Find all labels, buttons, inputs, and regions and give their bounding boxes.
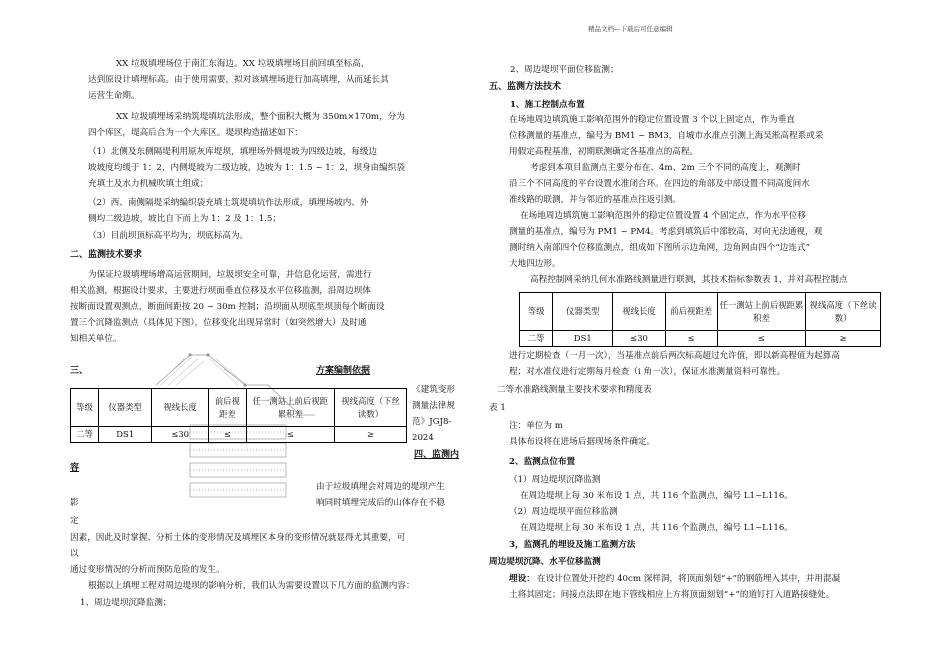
intro-p2-line2: 四个库区，堤高后合为一个大库区。堤坝构造描述如下： [88,128,303,138]
note-layout: 具体布设将在进场后据现场条件确定。 [509,437,656,447]
rtd-cumulative-diff: ≤ [717,331,806,347]
intro-p1-line1: XX 垃圾填埋场位于南汇东海边。XX 垃圾填埋场目前回填至标高， [116,59,370,69]
rth-sight-diff: 前后视距差 [665,293,717,331]
td-grade: 二等 [71,427,99,443]
table-number: 表 1 [489,403,506,413]
p2-line1: 考虑到本项目监测点主要分布在、4m、2m 三个不同的高度上，观测时 [530,163,801,173]
item1-line2: 坡坡度均缓于 1：2，内侧堤坡为二级边坡，边坡为 1：1.5 ~ 1：2，坝身由编织袋 [88,163,405,173]
p3-line1: 在场地周边填筑施工影响范围外的稳定位置设置 4 个固定点，作为水平位移 [520,211,806,221]
rtd-sight-length: ≤30 [613,331,666,347]
intro-p1-line2: 达到原设计填埋标高。由于使用需要，拟对该填埋场进行加高填埋，从而延长其 [88,75,389,85]
burial-line2: 土将其固定；间接点法即在地下管线相应上方将顶面刻划“+”的道钉打入道路接缝处。 [509,590,835,600]
item-a4: 在周边堤坝上每 30 米布设 1 点，共 116 个监测点，编号 L1~L116。 [520,523,793,533]
sec2-line4: 置三个沉降监测点（具体见下图），位移变化出现异常时（如突然增大）及时通 [70,318,367,328]
item-a2: 在周边堤坝上每 30 米布设 1 点，共 116 个监测点，编号 L1~L116。 [520,491,793,501]
th-sight-diff: 前后视距差 [209,389,247,427]
mon-line5: 根据以上填埋工程对周边堤坝的影响分析，我们认为需要设置以下几方面的监测内容： [88,581,415,591]
item2-line2: 侧均二级边坡，坡比自下而上为 1：2 及 1：1.5； [88,214,281,224]
sub3-title: 3，监测孔的埋设及施工监测方法 [509,540,636,550]
technical-table-right [519,292,881,347]
p1-line3: 用假定高程基准，初期联测确定各基准点的高程。 [509,147,699,157]
p1-line1: 在场地周边填筑施工影响范围外的稳定位置设置 3 个以上固定点，作为垂直 [509,115,795,125]
mon-line6: 1、周边堤坝沉降监测； [80,598,172,608]
section3-title: 方案编制依据 [316,366,371,376]
p3-line4: 大地四边形。 [509,259,561,269]
basis-line3: 范》JGJ8- [412,417,452,427]
rtd-sight-diff: ≤ [665,331,717,347]
basis-line4: 2024 [412,433,434,443]
item1-line3: 充填土及水力机械吹填土组成； [88,179,209,189]
intro-p1-line3: 运营生命期。 [88,91,140,101]
sec2-line3: 按断面设置观测点，断面间距按 20 ~ 30m 控制；沿坝面从坝底至坝顶每个断面设 [70,302,385,312]
rtd-sight-height: ≥ [806,331,881,347]
item3: （3）目前坝顶标高平均为，坝底标高为。 [88,231,249,241]
sub1-title: 1、施工控制点布置 [510,100,585,110]
td-instrument: DS1 [99,427,152,443]
item1-line1: （1）北侧及东侧隔堤利用原灰库堤坝，填埋场外侧堤坡为四级边坡，每级边 [88,147,378,157]
th-grade: 等级 [71,389,99,427]
mon-char-ying: 影 [70,498,79,508]
td-sight-length: ≤30 [152,427,209,443]
sec2-line5: 知相关单位。 [70,334,122,344]
p4-line1: 高程控制网采纳几何水准路线测量进行联测，其技术指标参数表 1，并对高程控制点 [530,275,848,285]
sub2-title: 2、监测点位布置 [509,457,576,467]
burial-line1: 在设计位置处开挖约 40cm 深样洞，将顶面刻划“+”的钢筋埋入其中，并用混凝 [537,574,841,584]
section3-number: 三、 [70,366,89,376]
r-line0: 2、周边堤坝平面位移监测； [510,65,619,75]
mon-char-ding: 定 [70,516,79,526]
th-instrument: 仪器类型 [99,389,152,427]
rth-sight-length: 视线长度 [613,293,666,331]
section4-title: 四、监测内 [414,450,460,460]
td-cumulative-diff: ≤ [246,427,334,443]
item2-line1: （2）西、南侧隔堤采纳编织袋充填土筑堤填坑作法形成，填埋场坡内、外 [88,198,369,208]
rth-grade: 等级 [520,293,553,331]
p5-line2: 程；对水准仪进行定期每月检查（i 角一次），保证水准测量资料可靠性。 [509,367,786,377]
sub3b-title: 周边堤坝沉降、水平位移监测 [489,557,601,567]
rth-sight-height: 视线高度（下丝读数） [806,293,881,331]
th-sight-length: 视线长度 [152,389,209,427]
mon-line2: 响同时填埋完成后的山体存在不稳 [316,498,445,508]
sec2-line1: 为保证垃圾填埋场增高运营期间，垃圾坝安全可靠，并信息化运营，需进行 [88,270,372,280]
header-note: 精品文档---下载后可任意编辑 [588,25,673,33]
rtd-instrument: DS1 [553,331,613,347]
table-caption: 二等水准路线测量主要技术要求和精度表 [497,385,652,395]
rth-instrument: 仪器类型 [553,293,613,331]
p1-line2: 位移测量的基准点，编号为 BM1 ~ BM3，自城市水准点引测上海吴淞高程系或采 [509,131,824,141]
technical-table-left [70,388,407,443]
p2-line3: 准线路的联测，并与邻近的基准点往返引测。 [509,195,681,205]
sec2-line2: 相关监测，根据设计要求，主要进行坝面垂直位移及水平位移监测，沿周边坝体 [70,286,371,296]
rtd-grade: 二等 [520,331,553,347]
item-a1: （1）周边堤坝沉降监测 [509,475,601,485]
section2-title: 二、监测技术要求 [70,250,143,260]
td-sight-diff: ≤ [209,427,247,443]
th-cumulative-diff: 任一测站上前后视距累积差 [246,389,334,427]
mon-line1: 由于垃圾填埋会对周边的堤坝产生 [316,482,445,492]
p3-line2: 测量的基准点，编号为 PM1 ~ PM4。考虑到填筑后中部较高，对向无法通视，观 [509,227,823,237]
note-unit: 注：单位为 m [509,421,563,431]
mon-char-yi: 以 [70,549,79,559]
basis-line2: 测量法律规 [412,401,455,411]
p5-line1: 进行定期检查（一月一次），当基准点前后两次标高超过允许值，即以新高程值为起算高 [509,351,840,361]
rth-cumulative-diff: 任一测站上前后视距累积差 [717,293,806,331]
p3-line3: 测时纳入南部四个位移监测点，组成如下图所示边角网，边角网由四个“边连式” [509,243,810,253]
td-sight-height: ≥ [335,427,407,443]
section5-title: 五、监测方法技术 [489,82,562,92]
mon-line3: 因素，因此及时掌握、分析土体的变形情况及填埋区本身的变形情况就显得尤其重要，可 [70,533,406,543]
th-sight-height: 视线高度（下丝读数） [335,389,407,427]
intro-p2-line1: XX 垃圾填埋场采纳筑堤填坑法形成，整个面积大概为 350m×170m，分为 [116,112,405,122]
section4-title-cont: 容 [70,463,80,473]
basis-line1: 《建筑变形 [412,385,455,395]
burial-label: 埋设： [509,574,535,584]
item-a3: （2）周边堤坝平面位移监测 [509,507,618,517]
p2-line2: 沿三个不同高度的平台设置水准闭合环。在四边的角部及中部设置不同高度间水 [509,179,810,189]
mon-line4: 通过变形情况的分析而预防危险的发生。 [70,565,225,575]
